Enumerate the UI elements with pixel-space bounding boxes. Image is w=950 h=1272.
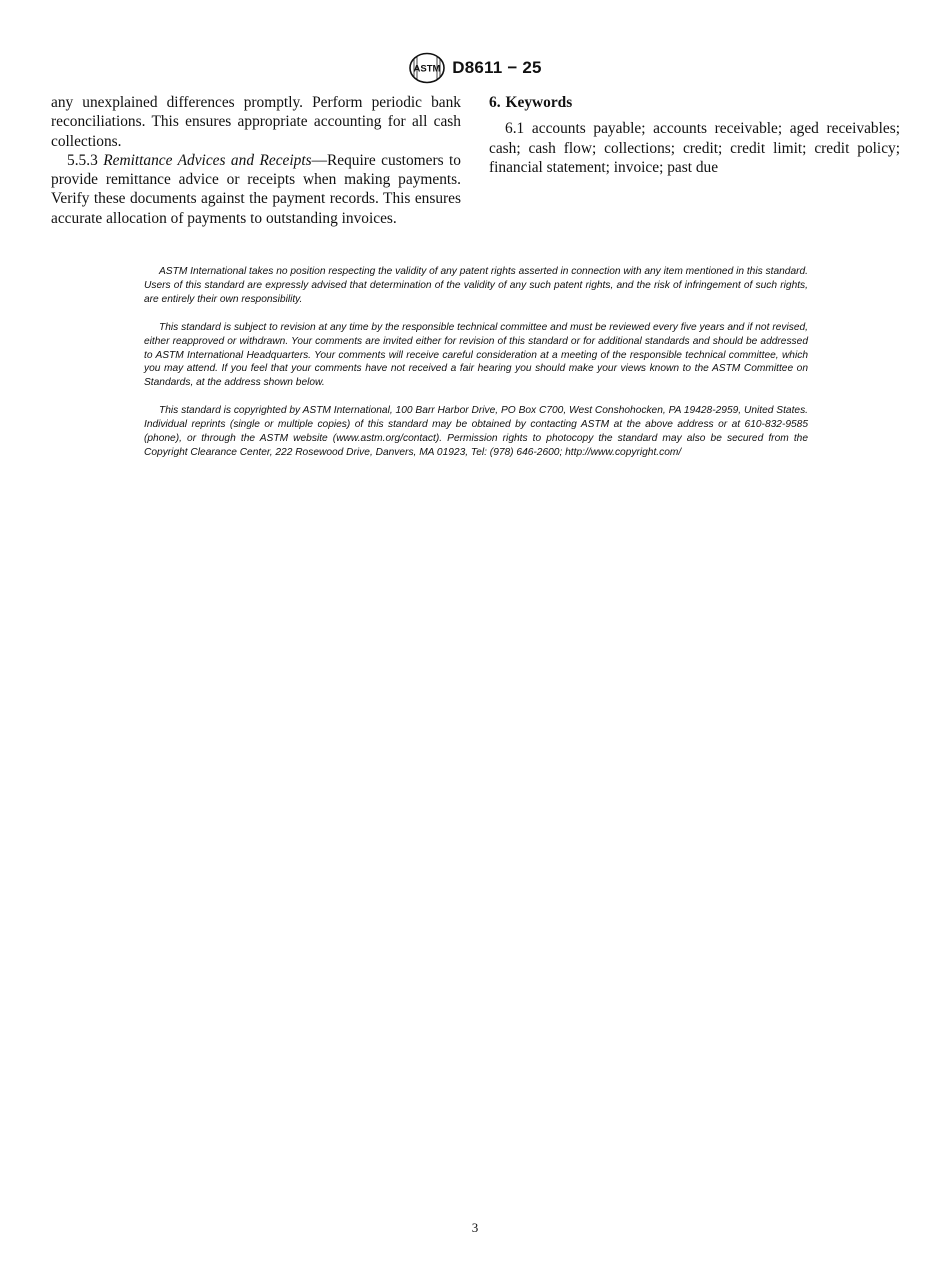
standard-designation: D8611 − 25	[452, 58, 542, 77]
paragraph-continued: any unexplained differences promptly. Perform periodic bank reconciliations. This ensures appropriate accounting for all cash collections.	[51, 94, 461, 150]
svg-text:ASTM: ASTM	[413, 63, 441, 75]
legal-notices	[144, 265, 808, 474]
astm-logo	[408, 52, 446, 84]
left-column	[51, 93, 461, 228]
section-number: 6.1	[505, 120, 525, 138]
keywords-list: accounts payable; accounts receivable; aged receivables; cash; cash flow; collections; credit; credit limit; credit policy; financial statement; invoice; past due	[489, 120, 900, 176]
page-header	[0, 52, 950, 84]
section-6-1	[489, 119, 900, 177]
heading-title: Keywords	[505, 94, 573, 111]
section-title: Remittance Advices and Receipts	[103, 151, 312, 169]
section-5-5-3	[51, 151, 461, 228]
patent-notice: ASTM International takes no position respecting the validity of any patent rights asserted in connection with any item mentioned in this standard. Users of this standard are expressly advised that determination of the validity of any such patent rights, and the risk of infringement of such rights, are entirely their own responsibility.	[144, 266, 808, 305]
right-column	[489, 93, 900, 177]
page-number: 3	[471, 1220, 479, 1235]
heading-number: 6.	[489, 94, 501, 111]
section-6-heading	[489, 93, 900, 112]
section-number: 5.5.3	[67, 151, 98, 169]
section-body: —Require customers to provide remittance advice or receipts when making payments. Verify these documents against the payment records. This ensures accurate allocation of payments to outstanding invoices.	[51, 151, 461, 227]
revision-notice: This standard is subject to revision at any time by the responsible technical committee and must be reviewed every five years and if not revised, either reapproved or withdrawn. Your comments are invited either for revision of this standard or for additional standards and should be addressed to ASTM International Headquarters. Your comments will receive careful consideration at a meeting of the responsible technical committee, which you may attend. If you feel that your comments have not received a fair hearing you should make your views known to the ASTM Committee on Standards, at the address shown below.	[144, 321, 808, 389]
copyright-notice: This standard is copyrighted by ASTM International, 100 Barr Harbor Drive, PO Box C700, West Conshohocken, PA 19428-2959, United States. Individual reprints (single or multiple copies) of this standard may be obtained by contacting ASTM at the above address or at 610-832-9585 (phone), or through the ASTM website (www.astm.org/contact). Permission rights to photocopy the standard may also be secured from the Copyright Clearance Center, 222 Rosewood Drive, Danvers, MA 01923, Tel: (978) 646-2600; http://www.copyright.com/	[144, 405, 808, 458]
